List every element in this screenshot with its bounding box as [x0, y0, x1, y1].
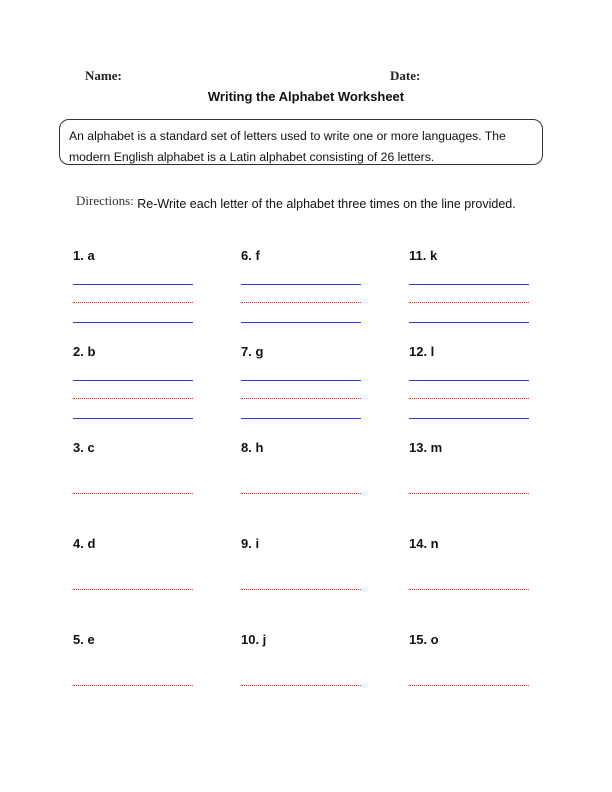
writing-line-solid[interactable] [409, 380, 529, 381]
letter-label: 12. l [409, 344, 435, 359]
letter-item-b [73, 344, 203, 434]
directions [76, 194, 536, 214]
letter-item-i [241, 536, 371, 626]
letter-label: 13. m [409, 440, 443, 455]
writing-line-dotted[interactable] [409, 493, 529, 494]
writing-line-dotted[interactable] [73, 685, 193, 686]
date-label: Date: [390, 68, 421, 83]
letter-label: 11. k [409, 248, 438, 263]
letter-item-l [409, 344, 539, 434]
writing-line-solid[interactable] [241, 418, 361, 419]
letter-item-d [73, 536, 203, 626]
letter-label: 3. c [73, 440, 95, 455]
writing-line-dotted[interactable] [241, 589, 361, 590]
letter-item-o [409, 632, 539, 722]
writing-line-solid[interactable] [73, 380, 193, 381]
letter-item-e [73, 632, 203, 722]
intro-box [59, 119, 543, 165]
intro-line-1: An alphabet is a standard set of letters used to write one or more languages. The [69, 129, 506, 143]
writing-line-dotted[interactable] [73, 589, 193, 590]
intro-line-2: modern English alphabet is a Latin alphabet consisting of 26 letters. [69, 150, 435, 164]
writing-line-dotted[interactable] [73, 398, 193, 399]
writing-line-solid[interactable] [241, 322, 361, 323]
writing-line-dotted[interactable] [409, 302, 529, 303]
writing-line-dotted[interactable] [73, 302, 193, 303]
letter-label: 1. a [73, 248, 95, 263]
writing-line-solid[interactable] [241, 380, 361, 381]
directions-text: Re-Write each letter of the alphabet three times on the line provided. [137, 197, 516, 211]
letter-label: 7. g [241, 344, 264, 359]
name-label: Name: [85, 68, 122, 83]
writing-line-dotted[interactable] [241, 398, 361, 399]
letter-label: 8. h [241, 440, 264, 455]
letter-label: 14. n [409, 536, 439, 551]
writing-line-dotted[interactable] [241, 685, 361, 686]
writing-line-dotted[interactable] [409, 589, 529, 590]
writing-line-solid[interactable] [241, 284, 361, 285]
letter-item-c [73, 440, 203, 530]
writing-line-dotted[interactable] [241, 302, 361, 303]
writing-line-solid[interactable] [409, 322, 529, 323]
letter-item-j [241, 632, 371, 722]
writing-line-solid[interactable] [409, 284, 529, 285]
writing-line-dotted[interactable] [73, 493, 193, 494]
letter-label: 2. b [73, 344, 96, 359]
writing-line-solid[interactable] [73, 418, 193, 419]
writing-line-solid[interactable] [73, 322, 193, 323]
letter-item-n [409, 536, 539, 626]
directions-label: Directions: [76, 193, 134, 208]
letter-item-k [409, 248, 539, 338]
letter-item-g [241, 344, 371, 434]
letter-label: 4. d [73, 536, 96, 551]
letter-label: 15. o [409, 632, 439, 647]
worksheet-title: Writing the Alphabet Worksheet [207, 89, 405, 104]
letter-item-m [409, 440, 539, 530]
letter-item-f [241, 248, 371, 338]
writing-line-solid[interactable] [73, 284, 193, 285]
letter-item-a [73, 248, 203, 338]
letter-label: 6. f [241, 248, 260, 263]
writing-line-dotted[interactable] [241, 493, 361, 494]
writing-line-dotted[interactable] [409, 685, 529, 686]
writing-line-dotted[interactable] [409, 398, 529, 399]
letter-label: 10. j [241, 632, 267, 647]
letter-label: 5. e [73, 632, 95, 647]
writing-line-solid[interactable] [409, 418, 529, 419]
letter-item-h [241, 440, 371, 530]
letter-label: 9. i [241, 536, 260, 551]
